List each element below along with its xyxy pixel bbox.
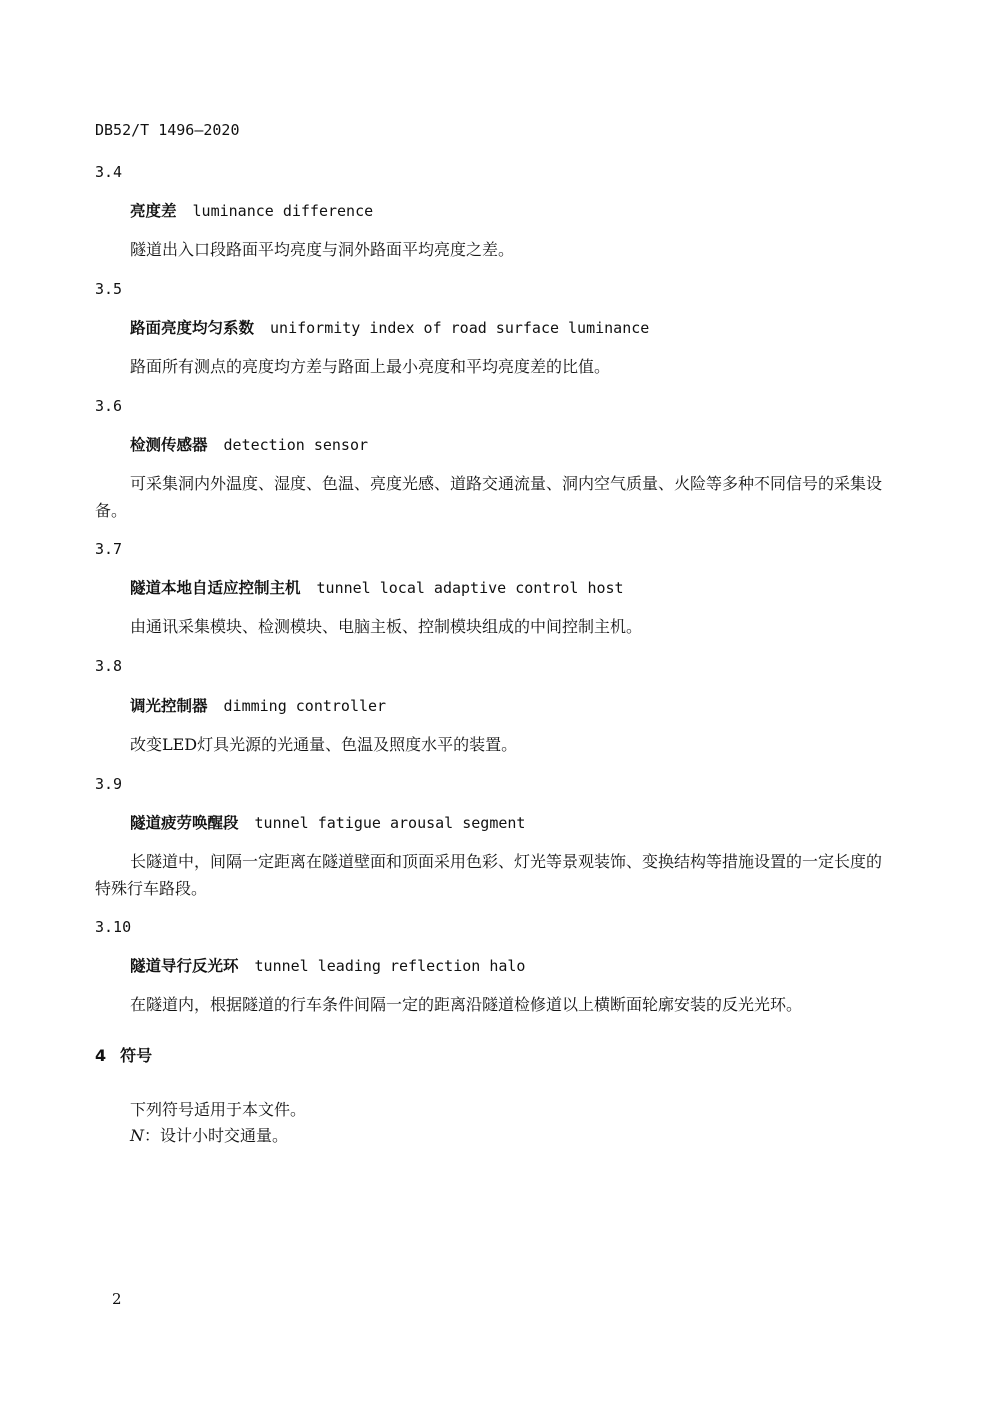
term-zh: 隧道导行反光环 (130, 957, 239, 975)
term-heading (130, 954, 525, 978)
term-heading (130, 576, 624, 600)
clause-number: 3.6 (95, 397, 123, 415)
term-en: uniformity index of road surface luminance (270, 319, 650, 337)
term-definition: 长隧道中，间隔一定距离在隧道壁面和顶面采用色彩、灯光等景观装饰、变换结构等措施设置的一定长度的特殊行车路段。 (95, 852, 883, 898)
term-en: tunnel leading reflection halo (254, 957, 526, 975)
term-heading (130, 316, 649, 340)
term-en: dimming controller (223, 697, 387, 715)
term-definition: 路面所有测点的亮度均方差与路面上最小亮度和平均亮度差的比值。 (130, 357, 611, 376)
term-heading (130, 811, 525, 835)
document-code: DB52/T 1496—2020 (95, 121, 240, 139)
term-heading (130, 433, 368, 457)
clause-number: 3.8 (95, 657, 123, 675)
section-heading (95, 1044, 152, 1068)
term-definition: 在隧道内，根据隧道的行车条件间隔一定的距离沿隧道检修道以上横断面轮廓安装的反光光环。 (130, 995, 803, 1014)
term-definition: 隧道出入口段路面平均亮度与洞外路面平均亮度之差。 (130, 240, 515, 259)
term-zh: 调光控制器 (130, 697, 208, 715)
term-zh: 隧道疲劳唤醒段 (130, 814, 239, 832)
term-en: tunnel fatigue arousal segment (254, 814, 526, 832)
term-en: tunnel local adaptive control host (316, 579, 624, 597)
symbol: N (130, 1126, 144, 1145)
term-definition: 改变LED灯具光源的光通量、色温及照度水平的装置。 (130, 735, 518, 754)
clause-number: 3.9 (95, 775, 123, 793)
symbol-description: ：设计小时交通量。 (144, 1126, 289, 1145)
clause-number: 3.10 (95, 918, 132, 936)
section-number: 4 (95, 1046, 107, 1065)
term-heading (130, 199, 373, 223)
term-en: detection sensor (223, 436, 369, 454)
term-zh: 路面亮度均匀系数 (130, 319, 255, 337)
term-zh: 检测传感器 (130, 436, 208, 454)
clause-number: 3.7 (95, 540, 123, 558)
term-zh: 隧道本地自适应控制主机 (130, 579, 301, 597)
symbol-line (130, 1124, 288, 1148)
term-definition: 由通讯采集模块、检测模块、电脑主板、控制模块组成的中间控制主机。 (130, 617, 643, 636)
term-en: luminance difference (192, 202, 374, 220)
clause-number: 3.5 (95, 280, 123, 298)
term-zh: 亮度差 (130, 202, 177, 220)
term-definition: 可采集洞内外温度、湿度、色温、亮度光感、道路交通流量、洞内空气质量、火险等多种不同信号的采集设备。 (95, 474, 883, 520)
page-number: 2 (112, 1290, 122, 1308)
term-heading (130, 694, 386, 718)
clause-number: 3.4 (95, 163, 123, 181)
section-title: 符号 (120, 1046, 153, 1065)
section-intro: 下列符号适用于本文件。 (130, 1100, 307, 1119)
